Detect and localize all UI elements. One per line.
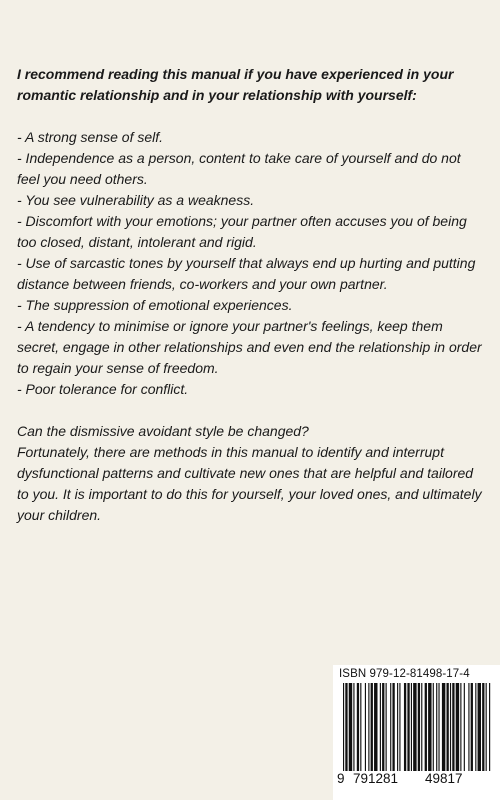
- barcode-bar: [365, 683, 366, 771]
- barcode-bar: [382, 683, 384, 771]
- barcode-bar: [428, 683, 431, 771]
- question-line: Can the dismissive avoidant style be changed?: [17, 423, 309, 439]
- symptom-list: [17, 127, 487, 400]
- barcode-bar: [436, 683, 437, 771]
- barcode-bar: [468, 683, 469, 771]
- barcode-digit-first: 9: [337, 771, 345, 786]
- barcode-digit-group-2: 49817: [425, 771, 463, 786]
- closing-paragraph: Fortunately, there are methods in this manual to identify and interrupt dysfunctional patterns and cultivate new ones that are helpful and tailored to you. It is important to do this for yourself, your loved ones, and ultimately your children.: [17, 444, 482, 523]
- barcode-bar: [450, 683, 451, 771]
- barcode-bar: [360, 683, 361, 771]
- intro-heading: I recommend reading this manual if you have experienced in your romantic relationship and in your relationship with yourself:: [17, 66, 454, 103]
- barcode-bar: [418, 683, 420, 771]
- list-item: - Poor tolerance for conflict.: [17, 381, 189, 397]
- list-item: - The suppression of emotional experiences.: [17, 297, 293, 313]
- barcode-bar: [433, 683, 434, 771]
- barcode-bar: [407, 683, 409, 771]
- barcode-bar: [452, 683, 454, 771]
- barcode-bar: [386, 683, 387, 771]
- barcode-bar: [413, 683, 416, 771]
- barcode-bar: [353, 683, 354, 771]
- barcode-bars: [343, 683, 493, 771]
- barcode-bar: [380, 683, 381, 771]
- list-item: - Discomfort with your emotions; your partner often accuses you of being too closed, distant, intolerant and rigid.: [17, 213, 467, 250]
- back-cover-text: [17, 64, 487, 526]
- barcode-bar: [392, 683, 394, 771]
- barcode-bar: [390, 683, 391, 771]
- barcode-bar: [489, 683, 490, 771]
- closing-section: [17, 421, 487, 526]
- barcode-bar: [447, 683, 449, 771]
- barcode-bar: [371, 683, 373, 771]
- list-item: - Independence as a person, content to take care of yourself and do not feel you need others.: [17, 150, 461, 187]
- barcode-bar: [368, 683, 369, 771]
- barcode-bar: [471, 683, 473, 771]
- isbn-label: ISBN 979-12-81498-17-4: [339, 668, 470, 680]
- list-item: - Use of sarcastic tones by yourself that always end up hurting and putting distance between friends, co-workers and your own partner.: [17, 255, 476, 292]
- barcode-bar: [464, 683, 465, 771]
- barcode-bar: [456, 683, 459, 771]
- barcode-bar: [357, 683, 359, 771]
- barcode-bar: [438, 683, 439, 771]
- barcode-bar: [442, 683, 445, 771]
- barcode-bar: [343, 683, 344, 771]
- barcode-bar: [404, 683, 406, 771]
- barcode-bar: [411, 683, 412, 771]
- barcode-digits: [333, 771, 500, 791]
- barcode-bar: [374, 683, 377, 771]
- isbn-barcode: [333, 665, 500, 800]
- barcode-bar: [478, 683, 481, 771]
- barcode-digit-group-1: 791281: [353, 771, 399, 786]
- barcode-bar: [475, 683, 476, 771]
- barcode-bar: [460, 683, 461, 771]
- barcode-bar: [345, 683, 347, 771]
- barcode-bar: [425, 683, 427, 771]
- list-item: - A tendency to minimise or ignore your partner's feelings, keep them secret, engage in other relationships and even end the relationship in order to regain your sense of freedom.: [17, 318, 482, 376]
- barcode-bar: [397, 683, 398, 771]
- barcode-bar: [486, 683, 487, 771]
- barcode-bar: [399, 683, 400, 771]
- barcode-bar: [421, 683, 422, 771]
- list-item: - You see vulnerability as a weakness.: [17, 192, 255, 208]
- barcode-bar: [482, 683, 484, 771]
- list-item: - A strong sense of self.: [17, 129, 164, 145]
- barcode-bar: [349, 683, 352, 771]
